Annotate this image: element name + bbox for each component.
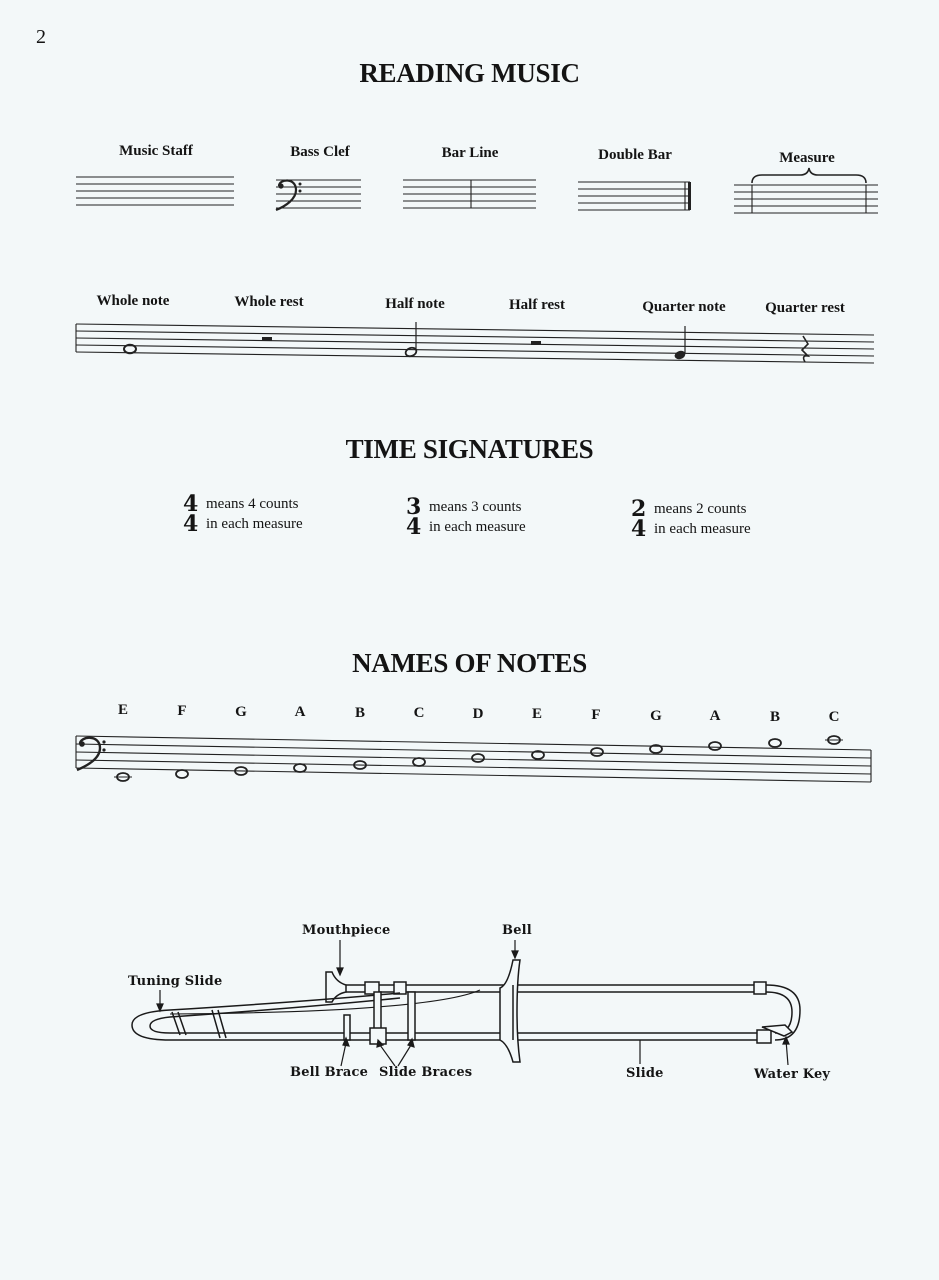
whole-note-label: Whole note (96, 293, 170, 309)
note-name-a-high: A (709, 708, 721, 724)
time-signatures-heading: TIME SIGNATURES (345, 434, 594, 464)
slide-brace-2 (408, 992, 415, 1040)
bell-brace-label: Bell Brace (290, 1065, 369, 1080)
measure-label: Measure (779, 150, 835, 166)
ts-top-number: 3 (406, 494, 422, 520)
ts-line2: in each measure (654, 521, 751, 537)
slide-label: Slide (626, 1066, 664, 1081)
quarter-rest-label: Quarter rest (765, 300, 845, 316)
reading-music-heading: READING MUSIC (359, 58, 580, 88)
music-staff-label: Music Staff (119, 143, 193, 159)
bass-clef-label: Bass Clef (290, 144, 350, 160)
note-name-g-high: G (650, 708, 662, 724)
half-rest-label: Half rest (509, 297, 565, 313)
note-name-f-low: F (177, 703, 187, 719)
note-name-c-low: C (413, 705, 425, 721)
note-name-g-low: G (235, 704, 247, 720)
page-number: 2 (36, 26, 46, 48)
quarter-note-label: Quarter note (642, 299, 726, 315)
ts-top-number: 2 (631, 496, 647, 522)
note-name-e-low: E (117, 702, 128, 718)
ts-line1: means 3 counts (429, 499, 522, 515)
ts-bottom-number: 4 (631, 516, 647, 542)
bell-brace-part (344, 1015, 350, 1040)
ts-line1: means 2 counts (654, 501, 747, 517)
ts-top-number: 4 (183, 491, 199, 517)
tuning-slide-label: Tuning Slide (128, 974, 223, 989)
water-key-label: Water Key (754, 1067, 831, 1082)
ts-line1: means 4 counts (206, 496, 299, 512)
ts-line2: in each measure (429, 519, 526, 535)
bell (500, 960, 520, 1062)
slide-braces-label: Slide Braces (379, 1065, 473, 1080)
names-of-notes-heading: NAMES OF NOTES (352, 648, 587, 678)
note-name-f-high: F (591, 707, 601, 723)
mouthpiece-label: Mouthpiece (302, 923, 391, 938)
note-name-a-low: A (294, 704, 306, 720)
note-name-d: D (472, 706, 484, 722)
ts-bottom-number: 4 (183, 511, 199, 537)
half-note-label: Half note (385, 296, 445, 312)
whole-rest-label: Whole rest (234, 294, 304, 310)
bar-line-label: Bar Line (441, 145, 499, 161)
note-name-b-high: B (769, 709, 780, 725)
ts-line2: in each measure (206, 516, 303, 532)
ts-bottom-number: 4 (406, 514, 422, 540)
double-bar-label: Double Bar (598, 147, 672, 163)
note-name-c-high: C (828, 709, 840, 725)
note-name-b-low: B (354, 705, 365, 721)
note-name-e-high: E (531, 706, 542, 722)
bell-label: Bell (502, 923, 532, 938)
